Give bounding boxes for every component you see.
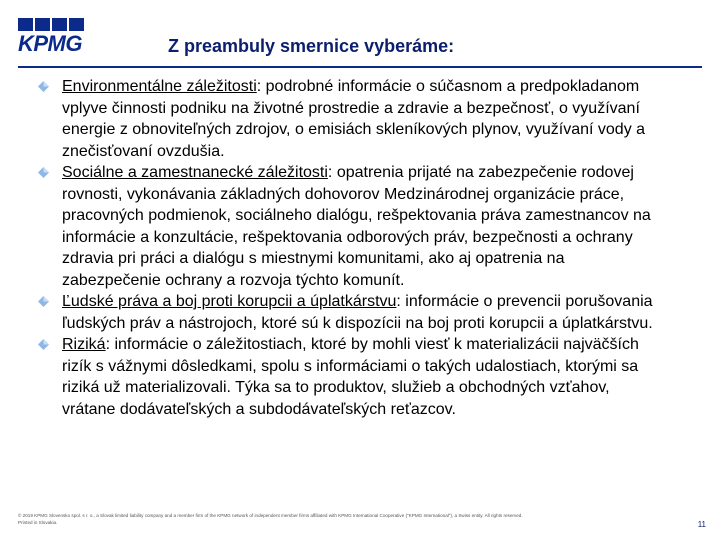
item-text: : informácie o záležitostiach, ktoré by mohli viesť k materializácii najväčších rizík s vážnymi dôsledkami, spolu s informáciami o takých udalostiach, ktorými sa riziká už materializovali. Týka sa to produktov, služieb a obchodných vzťahov, vrátane dodávateľských a subdodávateľských reťazcov.	[62, 336, 639, 418]
page-number: 11	[697, 520, 706, 529]
item-lead: Environmentálne záležitosti	[62, 78, 257, 95]
list-item	[38, 291, 664, 334]
list-item	[38, 334, 664, 420]
list-item	[38, 76, 664, 162]
header-divider	[18, 66, 702, 68]
footer-copyright: © 2019 KPMG Slovensko spol. s r. o., a Slovak limited liability company and a member firm of the KPMG network of independent member firms affiliated with KPMG International Cooperative ("KPMG International"), a Swiss entity. All rights reserved. Printed in Slovakia.	[18, 513, 523, 525]
bullet-list	[38, 76, 664, 420]
kpmg-logo	[18, 18, 98, 64]
item-text: : podrobné informácie o súčasnom a predpokladanom vplyve činnosti podniku na životné prostredie a zdravie a bezpečnosť, o využívaní energie z obnoviteľných zdrojov, o emisiách skleníkových plynov, využívaní vody a znečisťovaní ovzdušia.	[62, 78, 646, 160]
list-item	[38, 162, 664, 291]
item-lead: Sociálne a zamestnanecké záležitosti	[62, 164, 328, 181]
logo-wordmark: KPMG	[18, 31, 82, 56]
item-lead: Ľudské práva a boj proti korupcii a úplatkárstvu	[62, 293, 397, 310]
logo-box	[35, 18, 50, 31]
diamond-bullet-icon	[38, 339, 49, 350]
logo-boxes	[18, 18, 98, 31]
logo-box	[69, 18, 84, 31]
item-text: : informácie o prevencii porušovania ľudských práv a nástrojoch, ktoré sú k dispozícii na boj proti korupcii a úplatkárstvu.	[62, 293, 653, 332]
logo-box	[18, 18, 33, 31]
slide-title: Z preambuly smernice vyberáme:	[168, 36, 455, 56]
diamond-bullet-icon	[38, 296, 49, 307]
diamond-bullet-icon	[38, 167, 49, 178]
logo-box	[52, 18, 67, 31]
diamond-bullet-icon	[38, 81, 49, 92]
item-text: : opatrenia prijaté na zabezpečenie rodovej rovnosti, vykonávania základných dohovorov Medzinárodnej organizácie práce, pracovných podmienok, sociálneho dialógu, rešpektovania práva zamestnancov na informácie a konzultácie, rešpektovania odborových práv, bezpečnosti a ochrany zdravia pri práci a dialógu s miestnymi komunitami, ako aj opatrenia na zabezpečenie ochrany a rozvoja týchto komunít.	[62, 164, 651, 289]
item-lead: Riziká	[62, 336, 106, 353]
